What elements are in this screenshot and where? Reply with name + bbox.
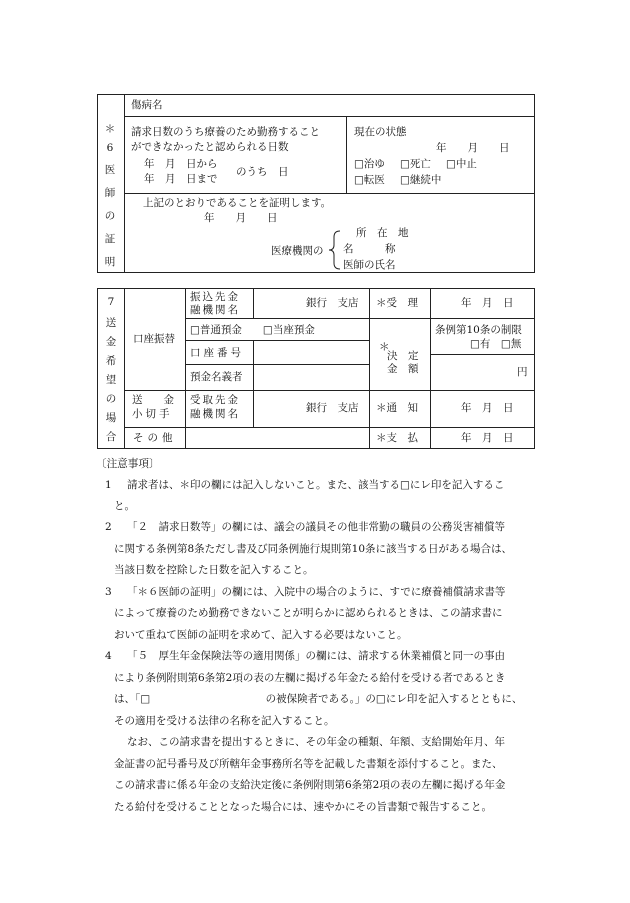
to-date: 年 月 日まで — [144, 173, 218, 185]
final-paragraph-line: なお、この請求書を提出するときに、その年金の種類、年額、支給開始年月、年 — [127, 736, 505, 748]
receipt-label: ＊受 理 — [376, 297, 418, 309]
of-which-days: のうち 日 — [236, 166, 289, 178]
notice-date: 年 月 日 — [461, 402, 514, 414]
divider — [185, 318, 369, 319]
divider — [253, 340, 254, 390]
receiving-bank-label: 受取先金 — [190, 394, 240, 406]
final-paragraph-line: 金証書の記号番号及び所轄年金事務所名等を記載した書類を添付すること。また、 — [114, 758, 503, 770]
disease-name-label: 傷病名 — [131, 99, 163, 111]
divider — [124, 390, 535, 391]
divider — [369, 288, 370, 449]
remittance-check-label: 小切手 — [132, 408, 173, 420]
final-paragraph-line: たる給付を受けることとなった場合には、速やかにその旨書類で報告すること。 — [114, 801, 492, 813]
decision-mark: ＊ — [379, 341, 390, 353]
divider — [253, 288, 254, 318]
divider — [185, 364, 369, 365]
remittance-section-border — [97, 288, 535, 449]
status-date: 年 月 日 — [436, 142, 510, 154]
account-type-options[interactable]: □普通預金 □当座預金 — [190, 324, 315, 336]
divider — [430, 288, 431, 449]
doctor-section-label: ＊ 6 医 師 の 証 明 — [104, 123, 116, 268]
note-line: と。 — [114, 500, 135, 512]
notice-label: ＊通 知 — [376, 402, 418, 414]
status-label: 現在の状態 — [354, 126, 407, 138]
payment-label: ＊支 払 — [376, 432, 418, 444]
decision-amount-label: 金 額 — [387, 363, 419, 375]
status-option-died[interactable]: □死亡 — [400, 158, 431, 170]
note-number: 3 — [105, 586, 112, 598]
note-line: により条例附則第6条第2項の表の左欄に掲げる年金たる給付を受ける者であるとき — [114, 672, 506, 684]
divider — [185, 288, 186, 449]
doctor-name-field: 医師の氏名 — [343, 259, 396, 271]
note-line: その適用を受ける法律の名称を記入すること。 — [114, 715, 335, 727]
institution-address-field: 所 在 地 — [356, 227, 409, 239]
bank-name-label: 振込先金 — [190, 291, 240, 303]
note-line: 「５ 厚生年金保険法等の適用関係」の欄には、請求する休業補償と同一の事由 — [127, 650, 505, 662]
note-line: によって療養のため勤務できないことが明らかに認められるときは、この請求書に — [114, 607, 503, 619]
divider — [346, 116, 347, 193]
note-line: 「２ 請求日数等」の欄には、議会の議員その他非常勤の職員の公務災害補償等 — [127, 521, 505, 533]
status-option-cured[interactable]: □治ゆ — [354, 158, 385, 170]
divider — [185, 340, 369, 341]
divider — [124, 427, 535, 428]
note-line: は、「□ の被保険者である。」の□にレ印を記入するとともに、 — [114, 693, 523, 705]
certification-date: 年 月 日 — [204, 212, 278, 224]
remittance-check-label: 送 金 — [132, 394, 174, 406]
note-line: 請求者は、＊印の欄には記入しないこと。また、該当する□にレ印を記入するこ — [127, 479, 505, 491]
receiving-bank-label: 融機関名 — [190, 408, 240, 420]
status-option-continuing[interactable]: □継続中 — [400, 174, 442, 186]
divider — [124, 193, 535, 194]
bank-name-label: 融機関名 — [190, 304, 240, 316]
divider — [124, 94, 125, 273]
limit-options[interactable]: □有 □無 — [470, 338, 522, 350]
divider — [369, 318, 535, 319]
account-number-label: 口座番号 — [190, 347, 244, 359]
institution-prefix: 医療機関の — [271, 245, 324, 257]
from-date: 年 月 日から — [144, 158, 218, 170]
note-number: 4 — [105, 650, 112, 662]
note-line: おいて重ねて医師の証明を求めて、記入する必要はないこと。 — [114, 629, 408, 641]
note-line: に関する条例第8条ただし書及び同条例施行規則第10条に該当する日がある場合は、 — [114, 543, 513, 555]
note-line: 「＊６医師の証明」の欄には、入院中の場合のように、すでに療養補償請求書等 — [127, 586, 506, 598]
yen-unit: 円 — [517, 366, 528, 378]
remittance-section-label: 7 送 金 希 望 の 場 合 — [105, 296, 117, 443]
divider — [124, 288, 125, 449]
receipt-date: 年 月 日 — [461, 297, 514, 309]
divider — [124, 116, 535, 117]
final-paragraph-line: この請求書に係る年金の支給決定後に条例附則第6条第2項の表の左欄に掲げる年金 — [114, 779, 506, 791]
payment-date: 年 月 日 — [461, 432, 514, 444]
bank-branch-field[interactable]: 銀行 支店 — [306, 297, 359, 309]
divider — [253, 390, 254, 427]
decision-amount-label: 決 定 — [387, 350, 419, 362]
other-label: その他 — [133, 432, 177, 444]
account-transfer-label: 口座振替 — [133, 333, 175, 345]
certification-statement: 上記のとおりであることを証明します。 — [143, 197, 332, 209]
note-line: 当該日数を控除した日数を記入すること。 — [114, 564, 314, 576]
receiving-bank-branch-field[interactable]: 銀行 支店 — [306, 402, 359, 414]
curly-brace-icon — [328, 229, 342, 271]
note-number: 1 — [105, 479, 112, 491]
days-label-line2: ができなかったと認められる日数 — [131, 141, 289, 153]
status-option-transfer[interactable]: □転医 — [354, 174, 385, 186]
institution-name-field: 名 称 — [343, 243, 396, 255]
limit-label: 条例第10条の制限 — [435, 324, 522, 336]
account-holder-label: 預金名義者 — [190, 371, 243, 383]
note-number: 2 — [105, 521, 112, 533]
status-option-stopped[interactable]: □中止 — [446, 158, 477, 170]
days-label-line1: 請求日数のうち療養のため勤務すること — [131, 126, 320, 138]
divider — [430, 354, 535, 355]
notes-heading: 〔注意事項〕 — [96, 458, 160, 470]
